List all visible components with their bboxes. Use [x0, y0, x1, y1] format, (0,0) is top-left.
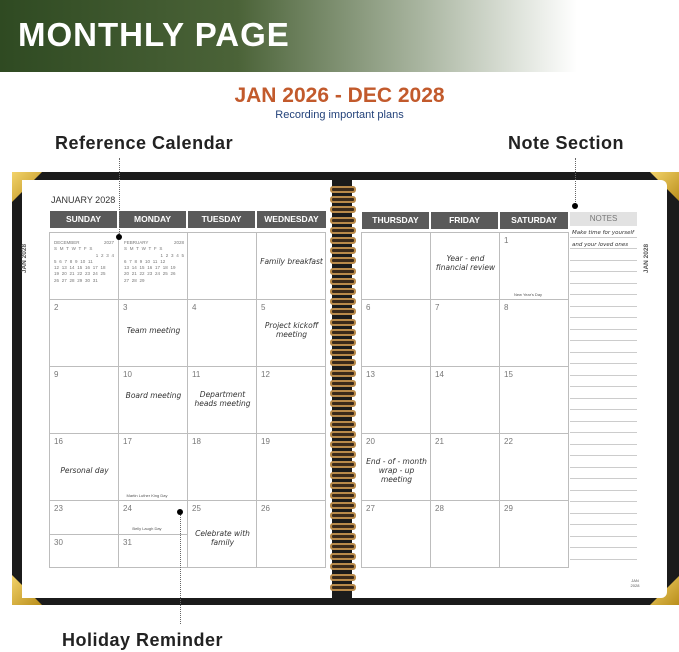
day-cell[interactable] [361, 500, 431, 568]
spiral-ring [330, 553, 356, 560]
event-note: Project kickoff meeting [264, 321, 319, 339]
day-cell[interactable] [187, 433, 257, 501]
note-line [570, 261, 637, 273]
day-number: 22 [504, 437, 513, 446]
day-number: 23 [54, 504, 63, 513]
day-cell[interactable] [187, 232, 257, 300]
holiday-label: Martin Luther King Day [126, 493, 168, 498]
spiral-ring [330, 533, 356, 540]
day-number: 29 [504, 504, 513, 513]
spiral-ring [330, 339, 356, 346]
day-cell[interactable] [361, 366, 431, 434]
note-line [570, 502, 637, 514]
day-cell[interactable] [49, 299, 119, 367]
spiral-ring [330, 390, 356, 397]
spiral-ring [330, 319, 356, 326]
reference-pointer-line [119, 158, 120, 236]
day-number: 24 [123, 504, 132, 513]
note-line [570, 456, 637, 468]
mini-month: DECEMBER [54, 240, 80, 245]
spiral-ring [330, 543, 356, 550]
mini-week-row: 6 7 8 9 10 11 12 [124, 258, 166, 264]
note-line [570, 376, 637, 388]
spiral-ring [330, 400, 356, 407]
day-number: 10 [123, 370, 132, 379]
day-number: 12 [261, 370, 270, 379]
day-number: 3 [123, 303, 128, 312]
note-line [570, 525, 637, 537]
spiral-ring [330, 410, 356, 417]
day-cell[interactable] [430, 433, 500, 501]
reference-calendar-december [54, 240, 114, 284]
mini-week-row: 27 28 29 [124, 277, 145, 283]
day-number: 26 [261, 504, 270, 513]
weekday-wednesday: WEDNESDAY [257, 211, 326, 228]
day-number: 13 [366, 370, 375, 379]
spiral-ring [330, 359, 356, 366]
day-cell[interactable] [256, 232, 326, 300]
day-cell[interactable] [430, 500, 500, 568]
note-line [570, 284, 637, 296]
spiral-ring [330, 512, 356, 519]
day-number: 20 [366, 437, 375, 446]
day-cell[interactable] [49, 366, 119, 434]
day-number: 16 [54, 437, 63, 446]
holiday-pointer-line [180, 512, 181, 624]
day-cell[interactable] [499, 500, 569, 568]
spiral-ring [330, 472, 356, 479]
note-line [570, 410, 637, 422]
spiral-ring [330, 349, 356, 356]
reference-calendar-february [124, 240, 184, 284]
spiral-ring [330, 502, 356, 509]
spiral-ring [330, 329, 356, 336]
note-line [570, 387, 637, 399]
day-cell[interactable] [256, 366, 326, 434]
spiral-ring [330, 482, 356, 489]
spiral-ring [330, 217, 356, 224]
spiral-ring [330, 370, 356, 377]
banner-title: MONTHLY PAGE [18, 16, 290, 53]
day-number: 8 [504, 303, 509, 312]
day-cell[interactable] [187, 299, 257, 367]
spiral-ring [330, 268, 356, 275]
mini-week-row: 12 13 14 15 16 17 18 [54, 265, 106, 271]
spiral-ring [330, 298, 356, 305]
day-number: 4 [192, 303, 197, 312]
mini-week-row: S M T W T F S [124, 246, 163, 252]
day-number: 9 [54, 370, 59, 379]
notes-lines-rules [570, 226, 637, 560]
mini-week-row: S M T W T F S [54, 246, 93, 252]
spiral-ring [330, 308, 356, 315]
day-number: 21 [435, 437, 444, 446]
day-number: 17 [123, 437, 132, 446]
weekday-header-right [362, 212, 568, 229]
note-line [570, 353, 637, 365]
mini-week-row: 1 2 3 4 5 [160, 252, 184, 258]
spiral-ring [330, 380, 356, 387]
notes-title: NOTES [570, 212, 637, 226]
day-number: 14 [435, 370, 444, 379]
day-cell[interactable] [499, 433, 569, 501]
day-cell[interactable] [361, 299, 431, 367]
weekday-friday: FRIDAY [431, 212, 500, 229]
day-cell[interactable] [499, 232, 569, 300]
note-line [570, 433, 637, 445]
day-number: 11 [192, 370, 201, 379]
spiral-ring [330, 492, 356, 499]
day-cell[interactable] [118, 433, 188, 501]
note-line [570, 330, 637, 342]
event-note: Board meeting [125, 391, 182, 400]
day-number: 15 [504, 370, 513, 379]
spiral-ring [330, 563, 356, 570]
date-range-title: JAN 2026 - DEC 2028 [234, 84, 445, 107]
spiral-ring [330, 441, 356, 448]
day-number: 18 [192, 437, 201, 446]
spiral-ring [330, 574, 356, 581]
note-line [570, 514, 637, 526]
spiral-ring [330, 431, 356, 438]
weekday-header-left [50, 211, 326, 228]
spiral-ring [330, 278, 356, 285]
weekday-monday: MONDAY [119, 211, 188, 228]
day-number: 27 [366, 504, 375, 513]
side-month-label: JAN 2028 [21, 243, 29, 274]
event-note: End - of - month wrap - up meeting [366, 457, 427, 484]
subtitle: Recording important plans [275, 109, 404, 121]
spiral-ring [330, 186, 356, 193]
side-month-label-right: JAN 2028 [643, 243, 651, 274]
note-line [570, 537, 637, 549]
spiral-ring [330, 196, 356, 203]
day-cell[interactable] [499, 299, 569, 367]
day-number: 5 [261, 303, 266, 312]
mini-week-row: 5 6 7 8 9 10 11 [54, 258, 93, 264]
note-line [570, 468, 637, 480]
spiral-ring [330, 523, 356, 530]
note-line [570, 341, 637, 353]
callout-note-section: Note Section [508, 133, 625, 153]
note-line [570, 364, 637, 376]
mini-week-row: 1 2 3 4 [95, 252, 114, 258]
event-note: Team meeting [126, 326, 181, 335]
weekday-saturday: SATURDAY [500, 212, 568, 229]
callout-reference-calendar: Reference Calendar [55, 133, 234, 153]
holiday-label: Belly Laugh Day [132, 526, 162, 531]
note-line [570, 445, 637, 457]
month-title: JANUARY 2028 [51, 195, 116, 205]
note-line [570, 422, 637, 434]
notes-pointer-line [575, 158, 576, 206]
day-number: 25 [192, 504, 201, 513]
callout-holiday-reminder: Holiday Reminder [62, 630, 224, 650]
note-line [570, 479, 637, 491]
mini-year: 2028 [173, 240, 184, 245]
mini-week-row: 19 20 21 22 23 24 25 [54, 271, 106, 277]
note-line [570, 318, 637, 330]
notes-lines [570, 226, 637, 560]
notes-pointer-dot [572, 203, 578, 209]
day-number: 31 [123, 538, 132, 547]
spiral-ring [330, 451, 356, 458]
day-cell[interactable] [256, 500, 326, 568]
spiral-ring [330, 288, 356, 295]
day-number: 30 [54, 538, 63, 547]
day-cell[interactable] [118, 534, 188, 568]
day-cell[interactable] [361, 232, 431, 300]
event-note: Department heads meeting [194, 390, 251, 408]
day-cell[interactable] [118, 366, 188, 434]
corner-month-label: JAN 2028 [630, 578, 640, 588]
spiral-ring [330, 227, 356, 234]
reference-pointer-dot [116, 234, 122, 240]
note-line [570, 399, 637, 411]
weekday-tuesday: TUESDAY [188, 211, 257, 228]
day-number: 7 [435, 303, 440, 312]
weekday-sunday: SUNDAY [50, 211, 119, 228]
mini-week-row: 26 27 28 29 30 31 [54, 277, 98, 283]
event-note: Family breakfast [260, 257, 323, 266]
event-note: Year - end financial review [435, 254, 496, 272]
notes-section[interactable] [570, 212, 637, 560]
day-cell[interactable] [49, 534, 119, 568]
mini-year: 2027 [103, 240, 114, 245]
day-cell[interactable] [430, 366, 500, 434]
holiday-pointer-dot [177, 509, 183, 515]
spiral-ring [330, 421, 356, 428]
day-number: 1 [504, 236, 509, 245]
note-line [570, 548, 637, 560]
holiday-label: New Year's Day [513, 292, 543, 297]
day-number: 28 [435, 504, 444, 513]
mini-week-row: 20 21 22 23 24 25 26 [124, 271, 176, 277]
day-number: 19 [261, 437, 270, 446]
day-number: 6 [366, 303, 371, 312]
note-line [570, 295, 637, 307]
mini-month: FEBRUARY [124, 240, 149, 245]
spiral-ring [330, 237, 356, 244]
mini-week-row: 13 14 15 16 17 18 19 [124, 265, 176, 271]
day-cell[interactable] [256, 433, 326, 501]
note-line [570, 307, 637, 319]
spiral-ring [330, 247, 356, 254]
spiral-ring [330, 461, 356, 468]
day-cell[interactable] [430, 299, 500, 367]
event-note: Celebrate with family [195, 529, 250, 547]
day-cell[interactable] [499, 366, 569, 434]
spiral-ring [330, 584, 356, 591]
spiral-ring [330, 206, 356, 213]
event-note: Personal day [60, 466, 109, 475]
day-number: 2 [54, 303, 59, 312]
note-line [570, 491, 637, 503]
spiral-ring [330, 257, 356, 264]
note-text: Make time for yourself and your loved ones [572, 230, 634, 248]
weekday-thursday: THURSDAY [362, 212, 431, 229]
day-cell[interactable] [49, 500, 119, 535]
note-line [570, 272, 637, 284]
